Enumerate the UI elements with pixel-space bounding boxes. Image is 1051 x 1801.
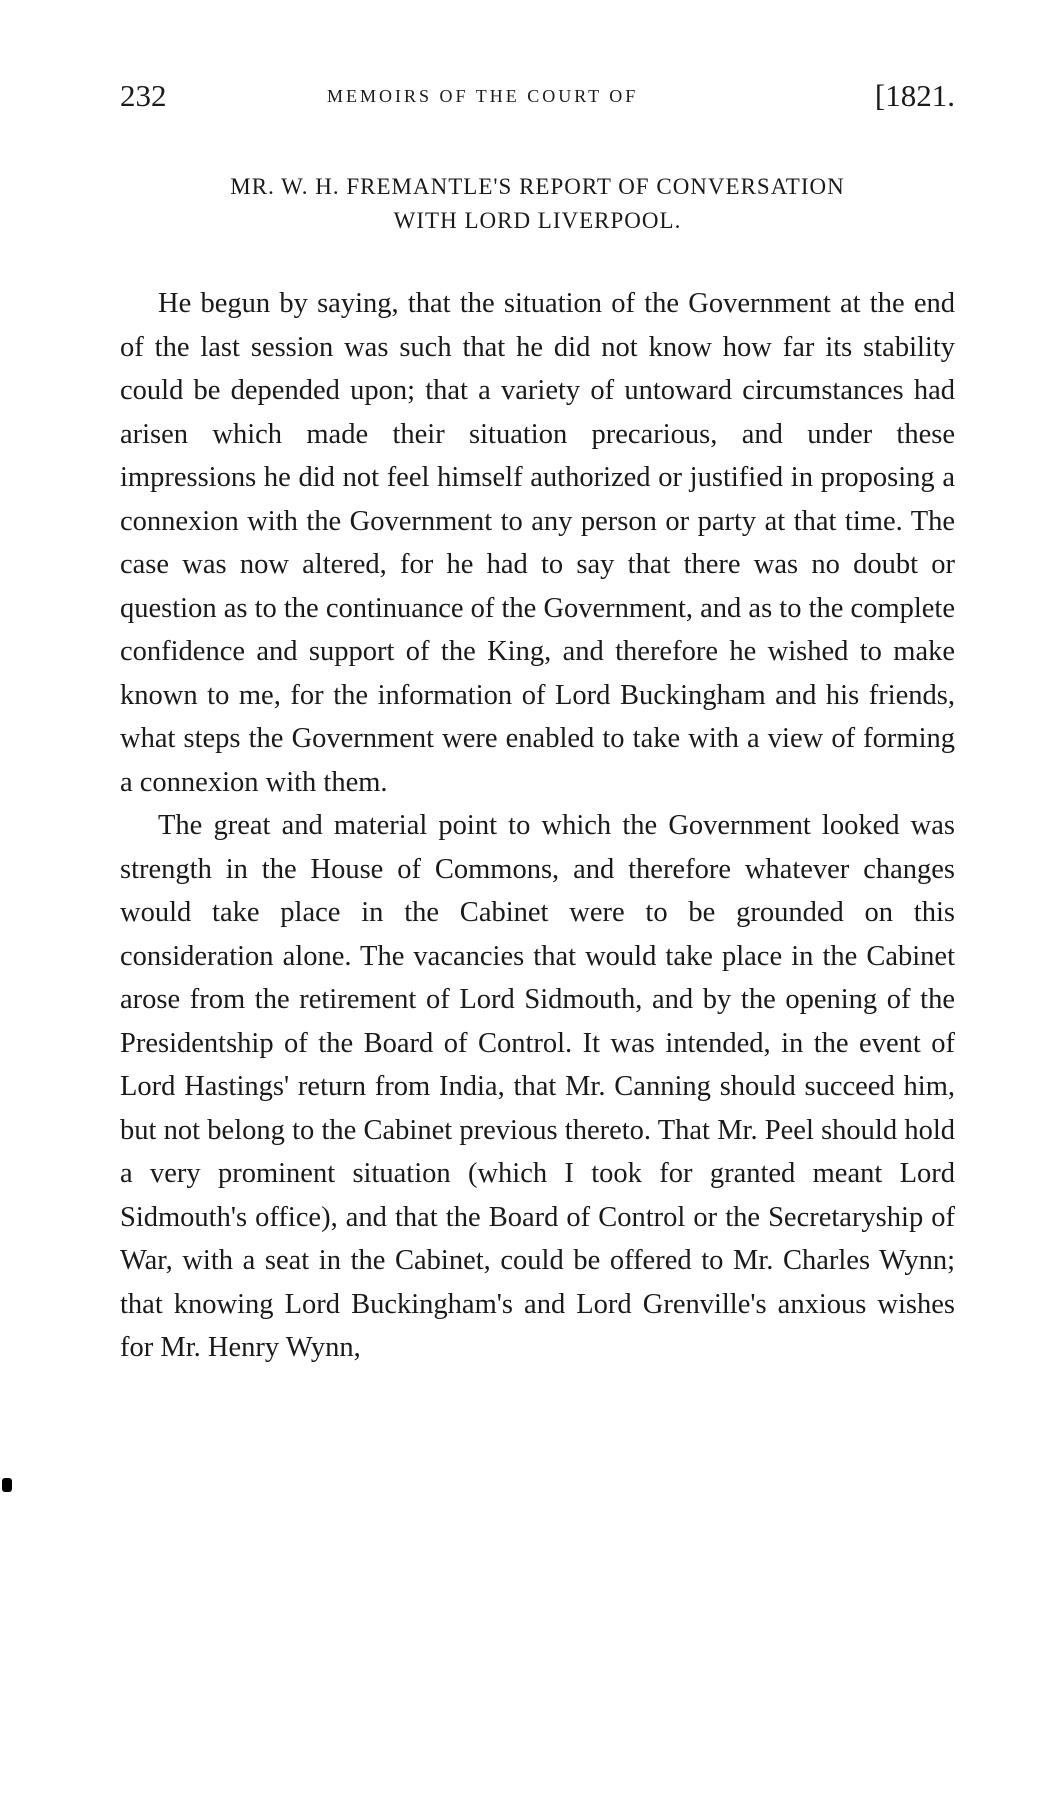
- running-year: [1821.: [874, 78, 955, 113]
- body-text: [120, 282, 955, 1370]
- page-number: 232: [120, 78, 167, 113]
- section-heading: [120, 170, 955, 238]
- book-page: [120, 78, 955, 1370]
- paragraph-1: He begun by saying, that the situation of the Government at the end of the last session was such that he did not know how far its stability could be depended upon; that a variety of untoward circumstances had arisen which made their situation precarious, and under these impressions he did not feel himself authorized or justified in proposing a connexion with the Government to any person or party at that time. The case was now altered, for he had to say that there was no doubt or question as to the continuance of the Government, and as to the complete confidence and support of the King, and therefore he wished to make known to me, for the information of Lord Buckingham and his friends, what steps the Government were enabled to take with a view of forming a connexion with them.: [120, 288, 955, 798]
- section-heading-line-2: WITH LORD LIVERPOOL.: [393, 208, 682, 233]
- section-heading-line-1: MR. W. H. FREMANTLE'S REPORT OF CONVERSATION: [230, 174, 845, 199]
- running-head: [120, 78, 955, 118]
- running-title: MEMOIRS OF THE COURT OF: [327, 86, 639, 106]
- margin-mark: [2, 1478, 12, 1492]
- paragraph-2: The great and material point to which the Government looked was strength in the House of Commons, and therefore whatever changes would take place in the Cabinet were to be grounded on this consideration alone. The vacancies that would take place in the Cabinet arose from the retirement of Lord Sidmouth, and by the opening of the Presidentship of the Board of Control. It was intended, in the event of Lord Hastings' return from India, that Mr. Canning should succeed him, but not belong to the Cabinet previous thereto. That Mr. Peel should hold a very prominent situation (which I took for granted meant Lord Sidmouth's office), and that the Board of Control or the Secretaryship of War, with a seat in the Cabinet, could be offered to Mr. Charles Wynn; that knowing Lord Buckingham's and Lord Grenville's anxious wishes for Mr. Henry Wynn,: [120, 810, 955, 1363]
